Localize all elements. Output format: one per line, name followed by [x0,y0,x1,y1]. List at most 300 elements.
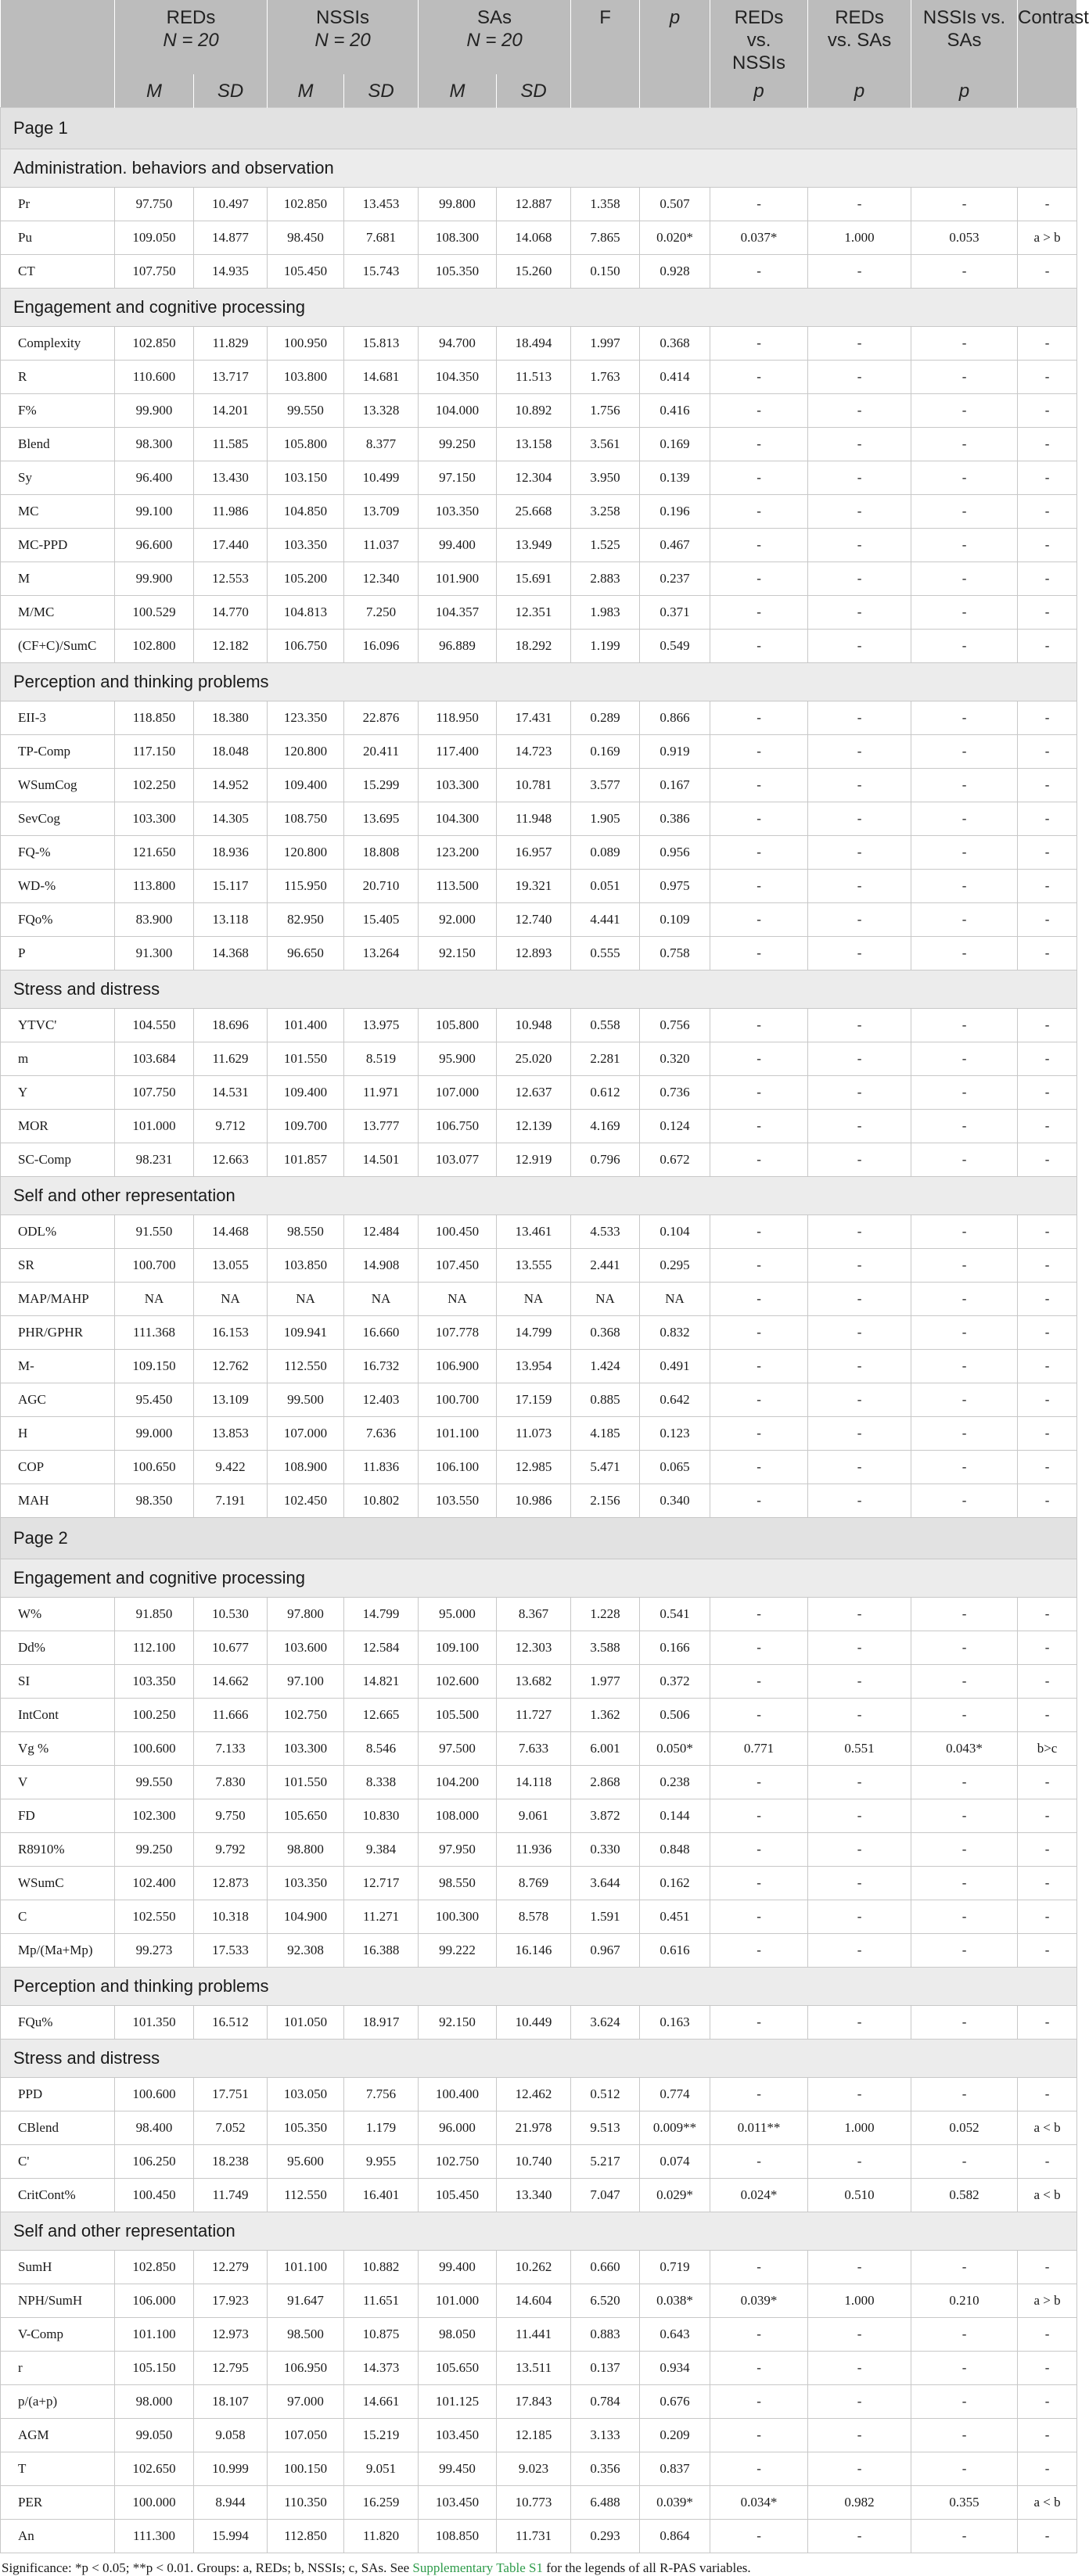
table-cell: 2.441 [571,1249,640,1283]
table-cell: 13.682 [497,1665,571,1699]
table-cell: 99.900 [115,562,194,596]
page-heading-row [1,1518,1077,1559]
table-cell: 7.865 [571,221,640,255]
table-cell: 97.150 [419,461,497,495]
table-cell: 10.499 [344,461,419,495]
table-cell: 0.340 [640,1484,710,1518]
table-cell: - [808,2520,911,2553]
table-cell: 13.118 [194,903,268,937]
table-cell: 0.555 [571,937,640,970]
table-cell: - [1018,461,1077,495]
table-cell: 0.928 [640,255,710,289]
table-cell: 14.908 [344,1249,419,1283]
table-cell: - [911,495,1018,529]
table-cell: - [808,361,911,394]
table-cell: 0.038* [640,2284,710,2318]
table-cell: - [710,461,808,495]
table-cell: 6.001 [571,1732,640,1766]
table-cell: - [911,1631,1018,1665]
table-cell: - [808,1451,911,1484]
table-row [1,461,1077,495]
table-cell: 9.712 [194,1110,268,1143]
table-cell: - [1018,2145,1077,2179]
table-cell: - [710,1383,808,1417]
table-cell: 14.661 [344,2385,419,2419]
table-cell: - [1018,2078,1077,2111]
table-cell: - [808,2318,911,2352]
table-cell: 0.009** [640,2111,710,2145]
table-cell: 0.150 [571,255,640,289]
table-cell: 0.039* [640,2486,710,2520]
table-cell: - [911,1249,1018,1283]
table-cell: - [911,1766,1018,1799]
table-row [1,1833,1077,1867]
table-cell: a < b [1018,2486,1077,2520]
table-cell: 15.743 [344,255,419,289]
table-cell: 102.300 [115,1799,194,1833]
table-cell: 16.732 [344,1350,419,1383]
table-cell: - [808,1699,911,1732]
table-cell: 105.200 [268,562,344,596]
table-cell: - [710,802,808,836]
table-cell: 0.510 [808,2179,911,2212]
table-cell: 1.179 [344,2111,419,2145]
table-cell: 104.350 [419,361,497,394]
table-cell: 0.169 [571,735,640,769]
table-cell: 103.150 [268,461,344,495]
table-cell: 7.052 [194,2111,268,2145]
table-cell: 3.588 [571,1631,640,1665]
table-cell: 94.700 [419,327,497,361]
table-cell: 0.039* [710,2284,808,2318]
table-cell: 99.400 [419,529,497,562]
table-row [1,1766,1077,1799]
table-cell: 0.837 [640,2452,710,2486]
table-row [1,836,1077,870]
table-cell: 11.037 [344,529,419,562]
table-cell: 102.850 [115,327,194,361]
table-cell: - [1018,1867,1077,1900]
table-cell: 10.530 [194,1598,268,1631]
table-cell: 12.973 [194,2318,268,2352]
table-cell: 0.975 [640,870,710,903]
table-cell: 18.494 [497,327,571,361]
table-cell: 0.166 [640,1631,710,1665]
table-cell: 111.300 [115,2520,194,2553]
table-cell: 0.065 [640,1451,710,1484]
table-cell: 0.043* [911,1732,1018,1766]
table-cell: 13.709 [344,495,419,529]
table-cell: - [808,937,911,970]
table-cell: 10.830 [344,1799,419,1833]
table-cell: - [911,2452,1018,2486]
table-cell: 99.273 [115,1934,194,1968]
table-cell: - [1018,836,1077,870]
table-cell: 12.351 [497,596,571,630]
comparison-line: NSSIs [732,52,786,74]
table-cell: - [911,1215,1018,1249]
table-cell: 4.533 [571,1215,640,1249]
table-cell: 102.250 [115,769,194,802]
table-cell: b>c [1018,1732,1077,1766]
table-cell: 12.303 [497,1631,571,1665]
table-cell: 103.350 [419,495,497,529]
table-cell: 0.356 [571,2452,640,2486]
table-cell: 103.350 [268,529,344,562]
table-cell: 112.550 [268,1350,344,1383]
page-heading: Page 1 [1,108,1077,149]
table-cell: 0.883 [571,2318,640,2352]
table-cell: - [808,1766,911,1799]
table-cell: - [1018,1833,1077,1867]
table-cell: 104.200 [419,1766,497,1799]
table-cell: - [1018,1249,1077,1283]
table-cell: 101.125 [419,2385,497,2419]
table-cell: - [808,1042,911,1076]
table-cell: - [808,630,911,663]
table-cell: 0.719 [640,2251,710,2284]
table-cell: 17.159 [497,1383,571,1417]
table-row [1,802,1077,836]
table-cell: 14.118 [497,1766,571,1799]
table-cell: - [710,2452,808,2486]
section-heading: Engagement and cognitive processing [1,289,1077,327]
section-heading: Administration. behaviors and observation [1,149,1077,188]
table-cell: 115.950 [268,870,344,903]
table-cell: 96.400 [115,461,194,495]
table-row [1,495,1077,529]
table-cell: 11.727 [497,1699,571,1732]
table-cell: 5.217 [571,2145,640,2179]
table-cell: 103.350 [268,1867,344,1900]
table-cell: 105.450 [268,255,344,289]
table-cell: - [911,2251,1018,2284]
table-cell: 11.585 [194,428,268,461]
variable-name: SumH [1,2251,115,2284]
table-cell: 0.864 [640,2520,710,2553]
table-row [1,1417,1077,1451]
table-cell: - [710,1484,808,1518]
header-stat-sd: SD [344,74,419,108]
table-cell: 96.600 [115,529,194,562]
table-cell: NA [640,1283,710,1316]
table-cell: 0.162 [640,1867,710,1900]
table-cell: 7.047 [571,2179,640,2212]
table-header [1,0,1089,108]
table-cell: 110.350 [268,2486,344,2520]
table-cell: - [808,1833,911,1867]
table-cell: NA [194,1283,268,1316]
table-cell: - [1018,2385,1077,2419]
table-row [1,1699,1077,1732]
header-group-nssis [268,0,419,74]
table-cell: 8.578 [497,1900,571,1934]
table-cell: - [911,1799,1018,1833]
table-cell: 0.123 [640,1417,710,1451]
table-cell: 99.050 [115,2419,194,2452]
group-name: REDs [166,7,216,28]
table-cell: 103.077 [419,1143,497,1177]
table-cell: - [808,1143,911,1177]
table-cell: 0.676 [640,2385,710,2419]
table-cell: 9.792 [194,1833,268,1867]
table-cell: - [1018,1350,1077,1383]
table-cell: - [808,1867,911,1900]
table-cell: 18.048 [194,735,268,769]
table-cell: - [911,870,1018,903]
table-cell: 0.124 [640,1110,710,1143]
table-cell: - [911,596,1018,630]
table-cell: 11.666 [194,1699,268,1732]
table-cell: 0.074 [640,2145,710,2179]
table-cell: 11.829 [194,327,268,361]
variable-name: Y [1,1076,115,1110]
table-cell: 104.300 [419,802,497,836]
table-cell: 0.089 [571,836,640,870]
table-cell: - [710,1867,808,1900]
table-body [1,108,1077,2553]
table-cell: - [1018,361,1077,394]
table-cell: 102.400 [115,1867,194,1900]
group-name: NSSIs [316,7,370,28]
variable-name: C [1,1900,115,1934]
table-cell: - [710,1833,808,1867]
table-cell: - [1018,1665,1077,1699]
table-cell: 4.185 [571,1417,640,1451]
table-row [1,1110,1077,1143]
table-row [1,2385,1077,2419]
table-cell: 101.000 [419,2284,497,2318]
table-row [1,630,1077,663]
table-cell: 91.550 [115,1215,194,1249]
table-cell: 11.986 [194,495,268,529]
group-name: SAs [477,7,512,28]
table-cell: 1.358 [571,188,640,221]
table-cell: 14.604 [497,2284,571,2318]
header-group-sas [419,0,571,74]
header-stat-m: M [419,74,497,108]
table-cell: 0.289 [571,701,640,735]
table-cell: 14.373 [344,2352,419,2385]
table-cell: - [710,596,808,630]
table-cell: 7.191 [194,1484,268,1518]
table-cell: - [1018,1484,1077,1518]
table-cell: 18.917 [344,2006,419,2040]
variable-name: SC-Comp [1,1143,115,1177]
table-cell: - [808,428,911,461]
table-cell: - [808,1383,911,1417]
table-cell: 102.550 [115,1900,194,1934]
table-cell: 0.295 [640,1249,710,1283]
table-cell: 10.882 [344,2251,419,2284]
table-cell: 111.368 [115,1316,194,1350]
table-cell: 13.264 [344,937,419,970]
table-cell: - [710,2352,808,2385]
section-heading-row [1,970,1077,1009]
header-comparison-reds-sas [808,0,911,74]
table-cell: - [710,188,808,221]
table-cell: - [911,327,1018,361]
table-cell: 18.936 [194,836,268,870]
table-cell: 106.100 [419,1451,497,1484]
table-cell: 98.300 [115,428,194,461]
section-heading-row [1,1968,1077,2006]
table-cell: 0.052 [911,2111,1018,2145]
table-cell: 0.758 [640,937,710,970]
table-cell: 107.000 [268,1417,344,1451]
table-cell: 99.100 [115,495,194,529]
table-cell: 98.450 [268,221,344,255]
table-cell: - [911,937,1018,970]
variable-name: PPD [1,2078,115,2111]
table-cell: 92.308 [268,1934,344,1968]
table-cell: - [1018,1143,1077,1177]
table-cell: 8.546 [344,1732,419,1766]
table-cell: 14.681 [344,361,419,394]
table-cell: 14.501 [344,1143,419,1177]
table-cell: 1.905 [571,802,640,836]
table-cell: 11.073 [497,1417,571,1451]
section-heading: Self and other representation [1,1177,1077,1215]
table-cell: - [1018,1417,1077,1451]
table-cell: 18.696 [194,1009,268,1042]
table-row [1,1934,1077,1968]
table-cell: 107.000 [419,1076,497,1110]
table-cell: 100.300 [419,1900,497,1934]
table-cell: - [1018,1009,1077,1042]
variable-name: Mp/(Ma+Mp) [1,1934,115,1968]
table-cell: 13.975 [344,1009,419,1042]
table-cell: 14.770 [194,596,268,630]
table-cell: - [808,1283,911,1316]
variable-name: WSumCog [1,769,115,802]
table-cell: 91.300 [115,937,194,970]
table-cell: NA [268,1283,344,1316]
table-cell: - [1018,2520,1077,2553]
variable-name: MAH [1,1484,115,1518]
table-cell: 100.529 [115,596,194,630]
table-row [1,1143,1077,1177]
table-cell: - [911,361,1018,394]
table-cell: - [911,1283,1018,1316]
table-cell: 118.950 [419,701,497,735]
table-cell: 7.830 [194,1766,268,1799]
table-cell: 4.441 [571,903,640,937]
table-cell: 107.778 [419,1316,497,1350]
table-cell: 118.850 [115,701,194,735]
table-cell: - [710,327,808,361]
table-cell: 16.259 [344,2486,419,2520]
table-cell: 107.450 [419,1249,497,1283]
table-cell: - [710,769,808,802]
table-cell: 99.900 [115,394,194,428]
table-cell: - [808,1799,911,1833]
table-cell: - [911,394,1018,428]
table-cell: 0.643 [640,2318,710,2352]
table-row [1,1009,1077,1042]
table-cell: 103.450 [419,2419,497,2452]
variable-name: TP-Comp [1,735,115,769]
table-cell: - [710,903,808,937]
table-cell: 106.950 [268,2352,344,2385]
table-cell: 11.820 [344,2520,419,2553]
table-cell: 83.900 [115,903,194,937]
table-cell: - [911,562,1018,596]
table-cell: - [710,870,808,903]
variable-name: MC-PPD [1,529,115,562]
table-cell: 14.531 [194,1076,268,1110]
table-cell: - [710,701,808,735]
table-row [1,2111,1077,2145]
table-cell: NA [571,1283,640,1316]
table-cell: 106.250 [115,2145,194,2179]
table-cell: - [1018,1598,1077,1631]
table-cell: 13.430 [194,461,268,495]
variable-name: r [1,2352,115,2385]
variable-name: V-Comp [1,2318,115,2352]
table-row [1,1076,1077,1110]
table-cell: 0.642 [640,1383,710,1417]
header-stat-sd: SD [194,74,268,108]
table-cell: - [808,2251,911,2284]
table-cell: 0.209 [640,2419,710,2452]
table-cell: - [1018,1383,1077,1417]
table-cell: - [808,2352,911,2385]
table-cell: - [710,836,808,870]
table-cell: - [1018,394,1077,428]
table-cell: - [808,870,911,903]
table-cell: 9.513 [571,2111,640,2145]
table-cell: 105.800 [419,1009,497,1042]
table-cell: - [808,1249,911,1283]
table-cell: 9.955 [344,2145,419,2179]
table-cell: 100.950 [268,327,344,361]
footnote-text: for the legends of all R-PAS variables. [542,2560,751,2575]
group-n: N = 20 [314,30,371,51]
group-n: N = 20 [163,30,219,51]
table-cell: - [1018,2251,1077,2284]
table-cell: 0.848 [640,1833,710,1867]
table-cell: 99.550 [268,394,344,428]
table-cell: 98.400 [115,2111,194,2145]
header-blank [1,0,115,74]
table-cell: 103.300 [115,802,194,836]
table-cell: 102.750 [268,1699,344,1732]
table-cell: 1.000 [808,2111,911,2145]
table-cell: 100.700 [419,1383,497,1417]
table-cell: - [911,1417,1018,1451]
supplementary-table-link[interactable]: Supplementary Table S1 [412,2560,543,2575]
table-cell: - [911,630,1018,663]
table-cell: 99.250 [419,428,497,461]
table-cell: 3.644 [571,1867,640,1900]
table-cell: 101.000 [115,1110,194,1143]
variable-name: MOR [1,1110,115,1143]
table-cell: - [911,461,1018,495]
variable-name: FD [1,1799,115,1833]
table-cell: - [808,461,911,495]
table-cell: - [808,1076,911,1110]
table-cell: - [710,2145,808,2179]
table-cell: - [808,802,911,836]
table-cell: - [1018,1631,1077,1665]
table-cell: - [710,255,808,289]
table-cell: 0.784 [571,2385,640,2419]
table-cell: 7.756 [344,2078,419,2111]
table-cell: 3.872 [571,1799,640,1833]
table-cell: 12.637 [497,1076,571,1110]
variable-name: V [1,1766,115,1799]
